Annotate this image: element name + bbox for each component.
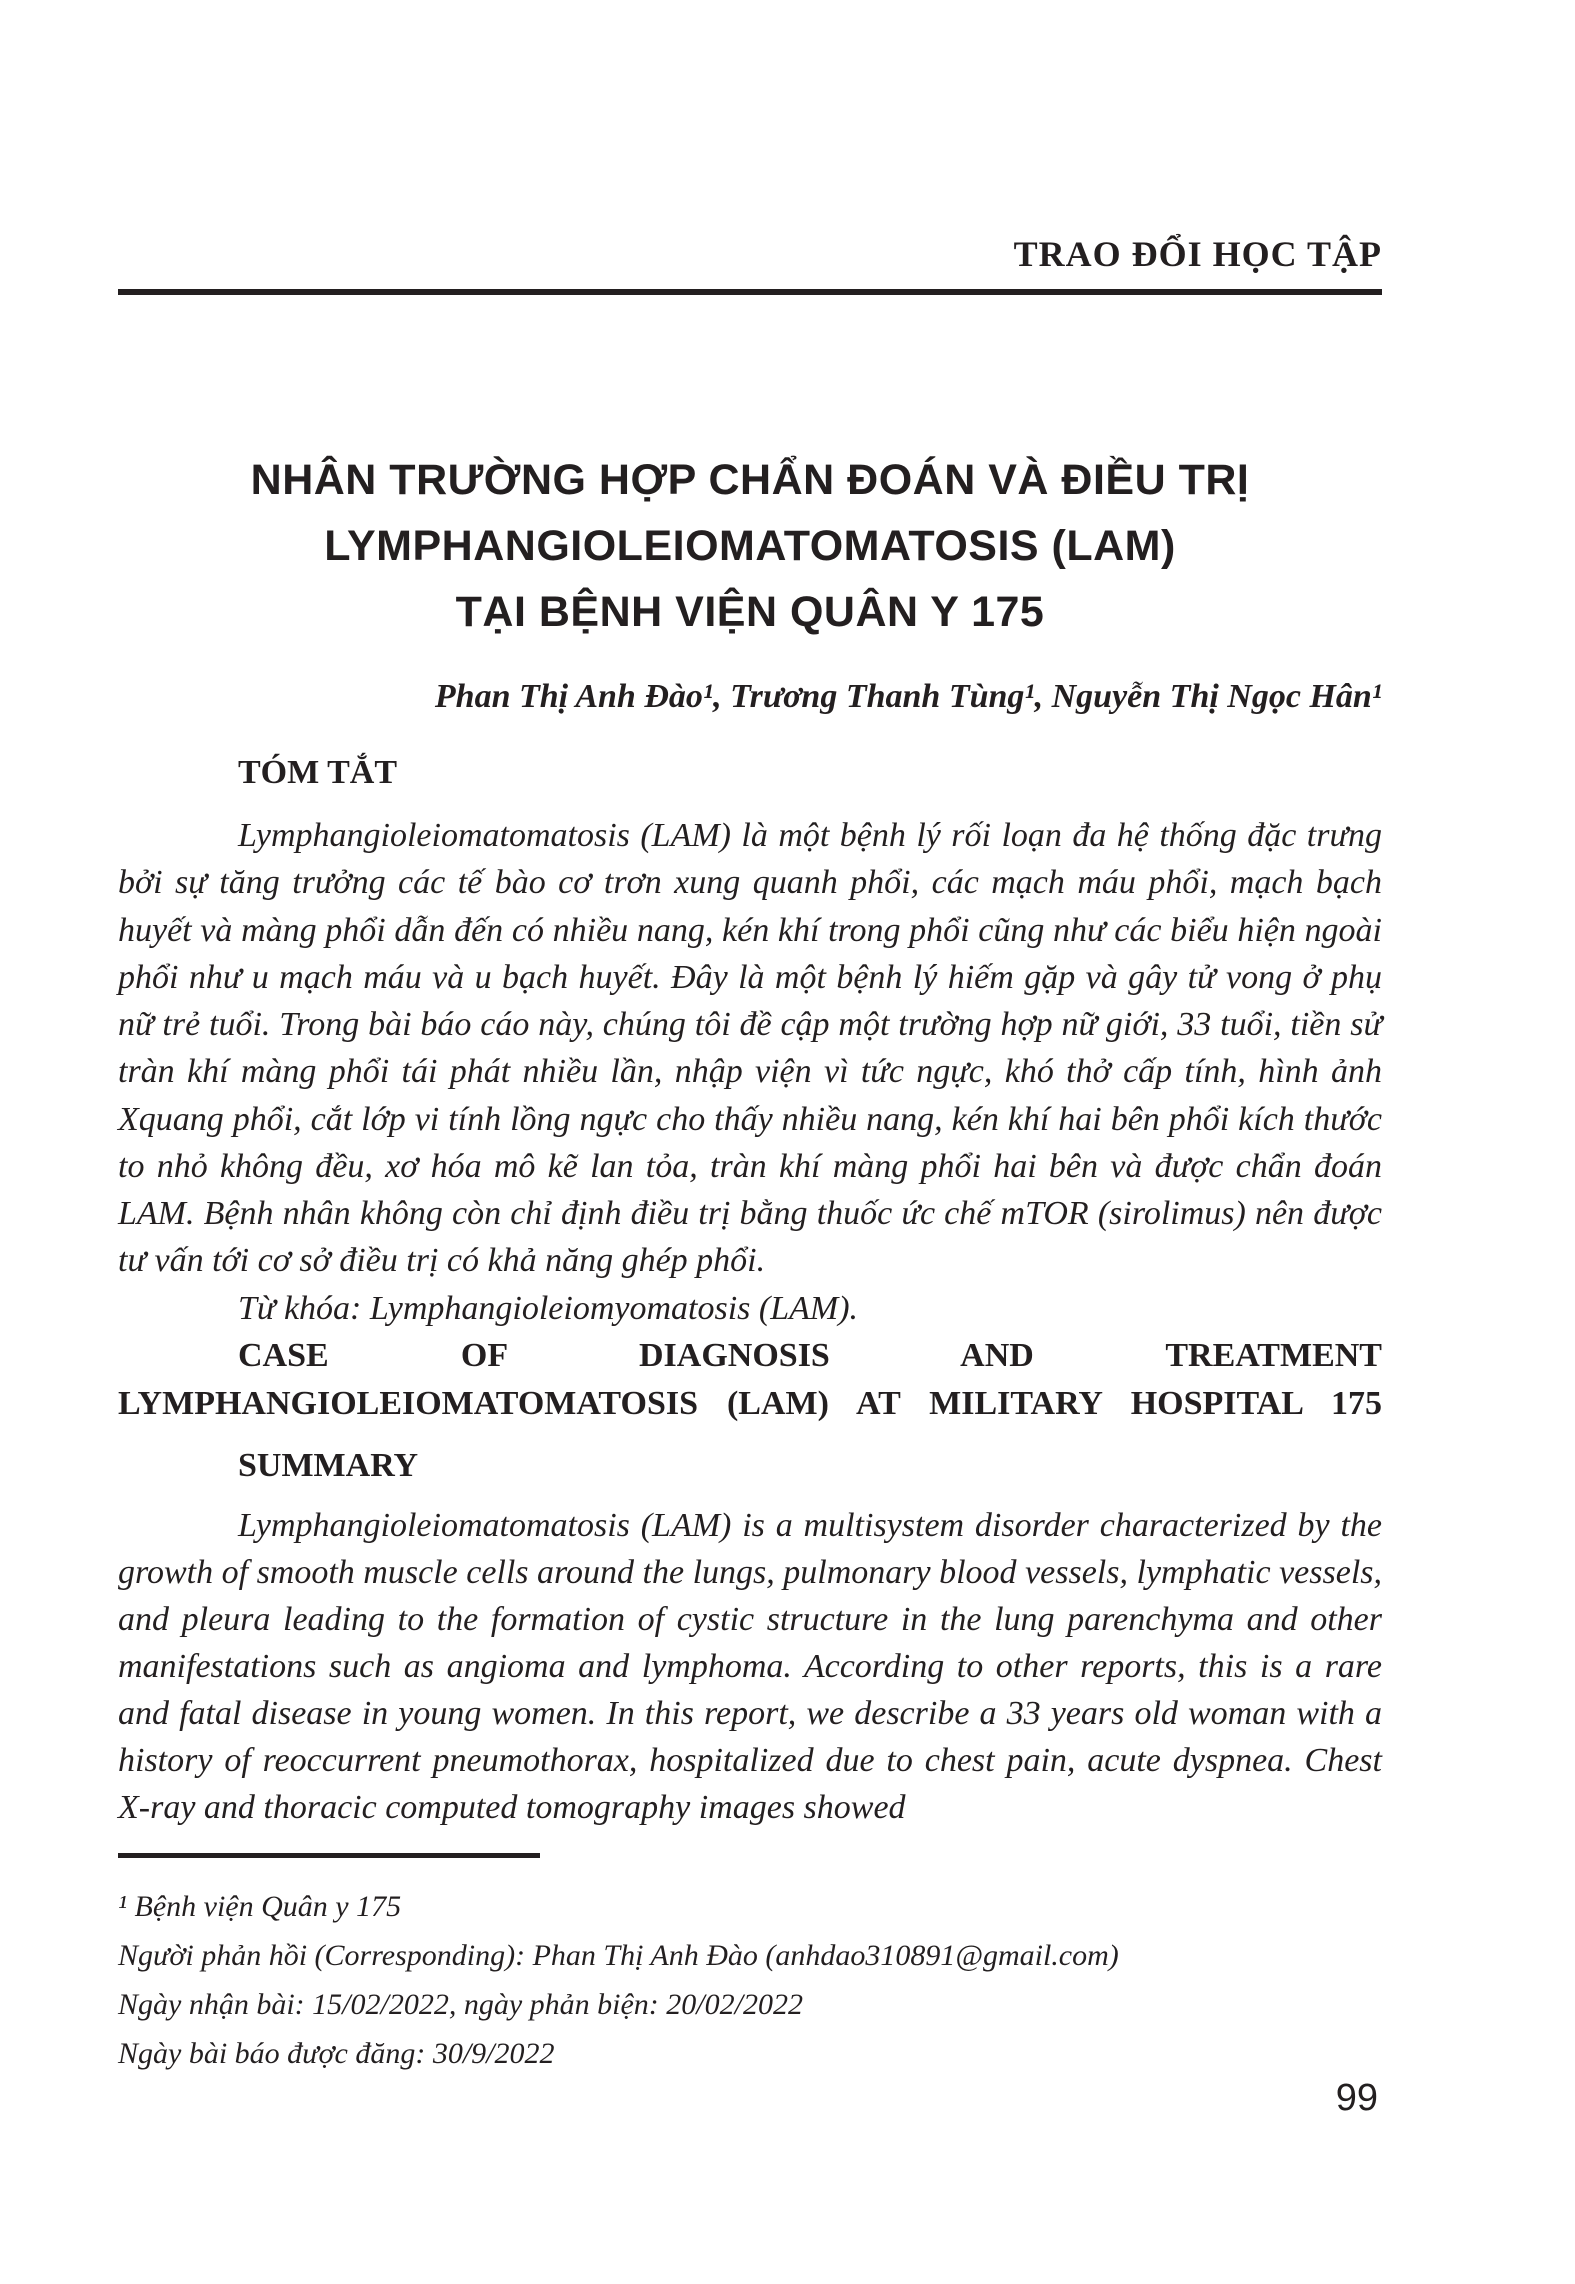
english-title [118, 1332, 1382, 1428]
article-title [118, 447, 1382, 645]
english-title-line-1: CASE OF DIAGNOSIS AND TREATMENT [238, 1336, 1382, 1374]
footnote-block [118, 1882, 1382, 2078]
footnote-rule [118, 1853, 540, 1858]
abstract-paragraph: Lymphangioleiomatomatosis (LAM) là một bệnh lý rối loạn đa hệ thống đặc trưng bởi sự tăng trưởng các tế bào cơ trơn xung quanh phổi, các mạch máu phổi, mạch bạch huyết và màng phổi dẫn đến có nhiều nang, kén khí trong phổi cũng như các biểu hiện ngoài phổi như u mạch máu và u bạch huyết. Đây là một bệnh lý hiếm gặp và gây tử vong ở phụ nữ trẻ tuổi. Trong bài báo cáo này, chúng tôi đề cập một trường hợp nữ giới, 33 tuổi, tiền sử tràn khí màng phổi tái phát nhiều lần, nhập viện vì tức ngực, khó thở cấp tính, hình ảnh Xquang phổi, cắt lớp vi tính lồng ngực cho thấy nhiều nang, kén khí hai bên phổi kích thước to nhỏ không đều, xơ hóa mô kẽ lan tỏa, tràn khí màng phổi hai bên và được chẩn đoán LAM. Bệnh nhân không còn chỉ định điều trị bằng thuốc ức chế mTOR (sirolimus) nên được tư vấn tới cơ sở điều trị có khả năng ghép phổi. [118, 817, 1382, 1280]
keywords-line: Từ khóa: Lymphangioleiomyomatosis (LAM). [238, 1289, 859, 1327]
summary-paragraph: Lymphangioleiomatomatosis (LAM) is a multisystem disorder characterized by the growth of smooth muscle cells around the lungs, pulmonary blood vessels, lymphatic vessels, and pleura leading to the formation of cystic structure in the lung parenchyma and other manifestations such as angioma and lymphoma. According to other reports, this is a rare and fatal disease in young women. In this report, we describe a 33 years old woman with a history of reoccurrent pneumothorax, hospitalized due to chest pain, acute dyspnea. Chest X-ray and thoracic computed tomography images showed [118, 1506, 1382, 1826]
page-number: 99 [1335, 2077, 1378, 2119]
footnote-received-dates: Ngày nhận bài: 15/02/2022, ngày phản biện: 20/02/2022 [118, 1987, 803, 2021]
abstract-heading: TÓM TẮT [238, 754, 398, 791]
article-title-line-2: LYMPHANGIOLEIOMATOMATOSIS (LAM) [324, 522, 1176, 570]
footnotes [118, 1853, 1382, 2078]
header-rule [118, 289, 1382, 295]
page-header [118, 0, 1382, 295]
author-line: Phan Thị Anh Đào¹, Trương Thanh Tùng¹, Nguyễn Thị Ngọc Hân¹ [434, 678, 1382, 715]
article-content [118, 447, 1382, 1831]
english-title-line-2: LYMPHANGIOLEIOMATOMATOSIS (LAM) AT MILITARY HOSPITAL 175 [118, 1384, 1382, 1422]
section-label: TRAO ĐỔI HỌC TẬP [1013, 234, 1382, 274]
footnote-corresponding: Người phản hồi (Corresponding): Phan Thị Anh Đào (anhdao310891@gmail.com) [118, 1938, 1119, 1972]
footnote-affiliation: ¹ Bệnh viện Quân y 175 [118, 1889, 402, 1923]
article-title-line-3: TẠI BỆNH VIỆN QUÂN Y 175 [455, 588, 1045, 636]
summary-heading: SUMMARY [238, 1446, 419, 1484]
article-title-line-1: NHÂN TRƯỜNG HỢP CHẨN ĐOÁN VÀ ĐIỀU TRỊ [250, 456, 1250, 504]
footnote-published-date: Ngày bài báo được đăng: 30/9/2022 [118, 2036, 555, 2070]
